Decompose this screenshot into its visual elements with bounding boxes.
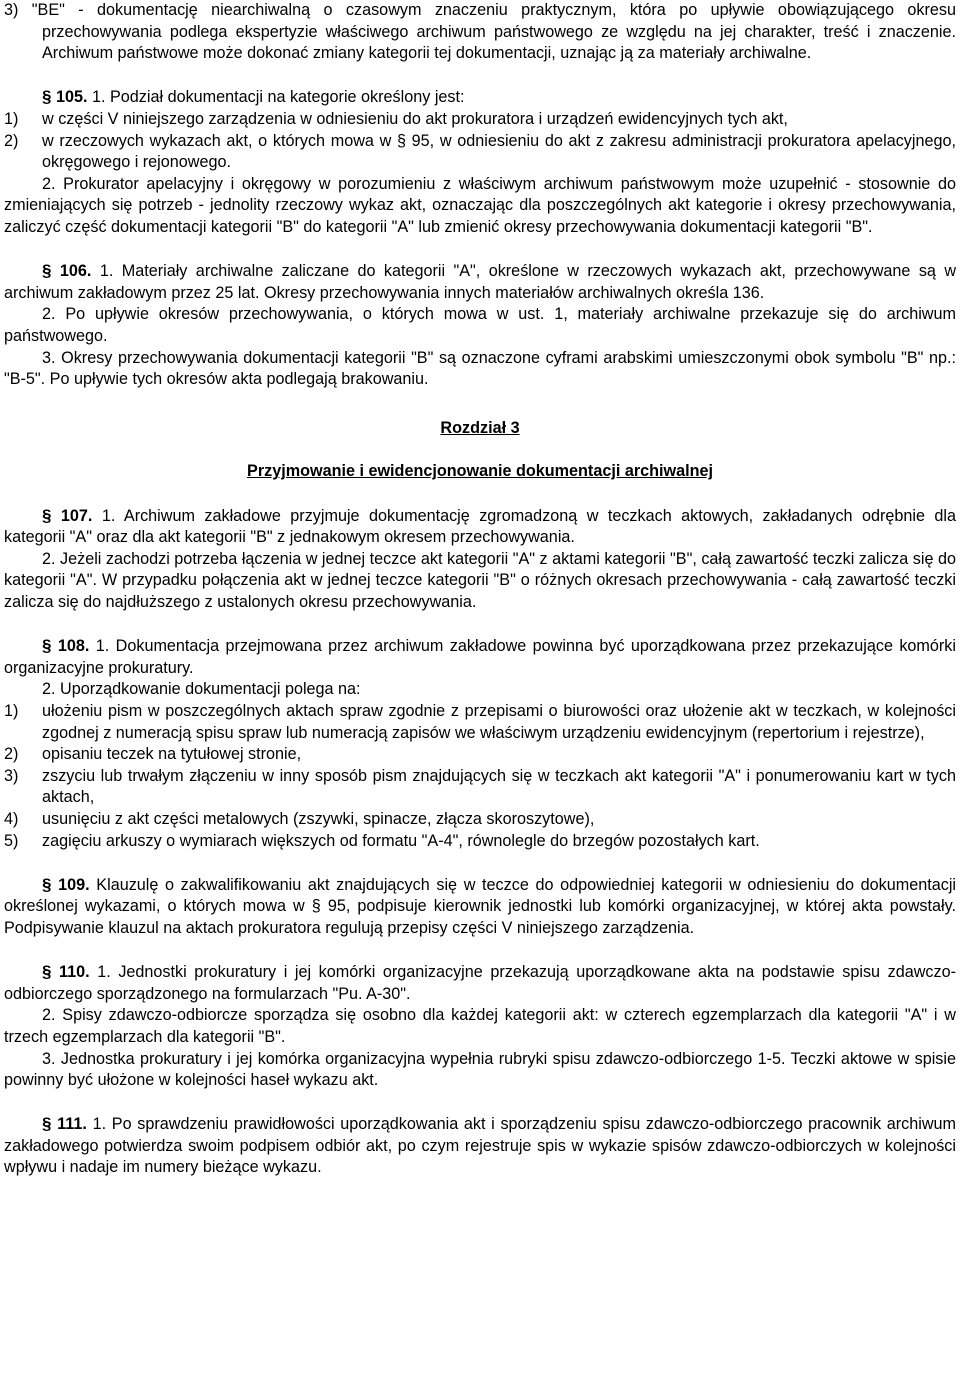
list-item: 4) usunięciu z akt części metalowych (zszywki, spinacze, złącza skoroszytowe), bbox=[4, 809, 595, 828]
section-105-p1: § 105. 1. Podział dokumentacji na kategorie określony jest: bbox=[42, 87, 465, 107]
list-item: 3) zszyciu lub trwałym złączeniu w inny sposób pism znajdujących się w teczkach akt kategorii "A" i ponumerowaniu kart w tych aktach, bbox=[4, 766, 956, 807]
section-105-number: 105. bbox=[55, 88, 88, 107]
section-sign: § bbox=[42, 505, 52, 525]
section-106-number: 106. bbox=[59, 262, 92, 281]
section-106-p1: § 106. 1. Materiały archiwalne zaliczane do kategorii "A", określone w rzeczowych wykazach akt, przechowywane są w archiwum zakładowym przez 25 lat. Okresy przechowywania innych materiałów archiwalnych określa 136. bbox=[4, 261, 957, 302]
section-110-p1: § 110. 1. Jednostki prokuratury i jej komórki organizacyjne przekazują uporządkowane akta na podstawie spisu zdawczo-odbiorczego sporządzonego na formularzach "Pu. A-30". bbox=[4, 962, 957, 1003]
section-111-p1: § 111. 1. Po sprawdzeniu prawidłowości uporządkowania akt i sporządzeniu spisu zdawczo-odbiorczego pracownik archiwum zakładowego potwierdza swoim podpisem odbiór akt, po czym rejestruje spis w wykazie spisów zdawczo-odbiorczych w kolejności wpływu i nadaje im numery bieżące wykazu. bbox=[4, 1114, 957, 1177]
list-item: 1) w części V niniejszego zarządzenia w odniesieniu do akt prokuratora i urządzeń ewidencyjnych tych akt, bbox=[4, 109, 788, 128]
section-sign: § bbox=[42, 636, 52, 656]
section-sign: § bbox=[42, 87, 52, 107]
list-item: 2) w rzeczowych wykazach akt, o których mowa w § 95, w odniesieniu do akt z zakresu administracji prokuratora apelacyjnego, okręgowego i rejonowego. bbox=[4, 131, 956, 172]
section-108-number: 108. bbox=[57, 637, 90, 656]
list-item: 1) ułożeniu pism w poszczególnych aktach spraw zgodnie z przepisami o biurowości oraz ułożenie akt w teczkach, w kolejności zgodnej z numeracją spisu spraw lub numeracją zapisów we właściwym urządzeniu ewidencyjnym (repertorium i rejestrze), bbox=[4, 702, 956, 742]
section-sign: § bbox=[42, 874, 52, 894]
section-107-p2: 2. Jeżeli zachodzi potrzeba łączenia w jednej teczce akt kategorii "A" z aktami kategorii "B", całą zawartość teczki zalicza się do kategorii "A". W przypadku połączenia akt w jednej teczce kategorii "B" o różnych okresach przechowywania - całą zawartość teczki zalicza się do najdłuższego z ustalonych okresu przechowywania. bbox=[4, 549, 956, 612]
section-108-p2: 2. Uporządkowanie dokumentacji polega na: bbox=[42, 680, 361, 699]
section-110-p3: 3. Jednostka prokuratury i jej komórka organizacyjna wypełnia rubryki spisu zdawczo-odbiorczego 1-5. Teczki aktowe w spisie powinny być ułożone w kolejności haseł wykazu akt. bbox=[4, 1049, 956, 1090]
section-109-number: 109. bbox=[58, 875, 90, 894]
section-106-p2: 2. Po upływie okresów przechowywania, o których mowa w ust. 1, materiały archiwalne przekazuje się do archiwum państwowego. bbox=[4, 305, 956, 345]
paragraph-3-be: 3) "BE" - dokumentację niearchiwalną o czasowym znaczeniu praktycznym, która po upływie obowiązującego okresu przechowywania podlega ekspertyzie właściwego archiwum państwowego ze względu na jej charakter, treść i znaczenie. Archiwum państwowe może dokonać zmiany kategorii tej dokumentacji, uznając ją za materiały archiwalne. bbox=[4, 1, 956, 63]
section-sign: § bbox=[42, 261, 52, 281]
chapter-heading: Rozdział 3 bbox=[440, 419, 520, 438]
section-110-p2: 2. Spisy zdawczo-odbiorcze sporządza się osobno dla każdej kategorii akt: w czterech egzemplarzach dla kategorii "A" i w trzech egzemplarzach dla kategorii "B". bbox=[4, 1006, 956, 1046]
chapter-title: Przyjmowanie i ewidencjonowanie dokumentacji archiwalnej bbox=[247, 462, 713, 481]
section-sign: § bbox=[42, 1114, 52, 1134]
section-105-p2: 2. Prokurator apelacyjny i okręgowy w porozumieniu z właściwym archiwum państwowym może uzupełnić - stosownie do zmieniających się potrzeb - jednolity rzeczowy wykaz akt, oznaczając dla poszczególnych akt kategorie i okresy przechowywania, zaliczyć część dokumentacji kategorii "B" do kategorii "A" lub zmienić okresy przechowywania dokumentacji kategorii "B". bbox=[4, 174, 956, 236]
section-107-p1: § 107. 1. Archiwum zakładowe przyjmuje dokumentację zgromadzoną w teczkach aktowych, zakładanych odrębnie dla kategorii "A" oraz dla akt kategorii "B" z jednakowym okresem przechowywania. bbox=[4, 505, 957, 547]
section-111-number: 111. bbox=[57, 1115, 87, 1134]
section-108-p1: § 108. 1. Dokumentacja przejmowana przez archiwum zakładowe powinna być uporządkowana przez przekazujące komórki organizacyjne prokuratury. bbox=[4, 636, 956, 677]
section-sign: § bbox=[42, 962, 52, 982]
section-106-p3: 3. Okresy przechowywania dokumentacji kategorii "B" są oznaczone cyframi arabskimi umieszczonymi obok symbolu "B" np.: "B-5". Po upływie tych okresów akta podlegają brakowaniu. bbox=[4, 348, 956, 389]
section-107-number: 107. bbox=[60, 506, 93, 525]
list-item: 5) zagięciu arkuszy o wymiarach większych od formatu "A-4", równolegle do brzegów pozostałych kart. bbox=[4, 831, 760, 850]
section-110-number: 110. bbox=[59, 963, 90, 982]
list-item: 2) opisaniu teczek na tytułowej stronie, bbox=[4, 745, 302, 764]
section-109-p1: § 109. Klauzulę o zakwalifikowaniu akt znajdujących się w teczce do odpowiedniej kategorii w odniesieniu do dokumentacji określonej wykazami, o których mowa w § 95, podpisuje kierownik jednostki lub komórki organizacyjnej, w której akta powstały. Podpisywanie klauzul na aktach prokuratora regulują przepisy części V niniejszego zarządzenia. bbox=[4, 874, 957, 937]
